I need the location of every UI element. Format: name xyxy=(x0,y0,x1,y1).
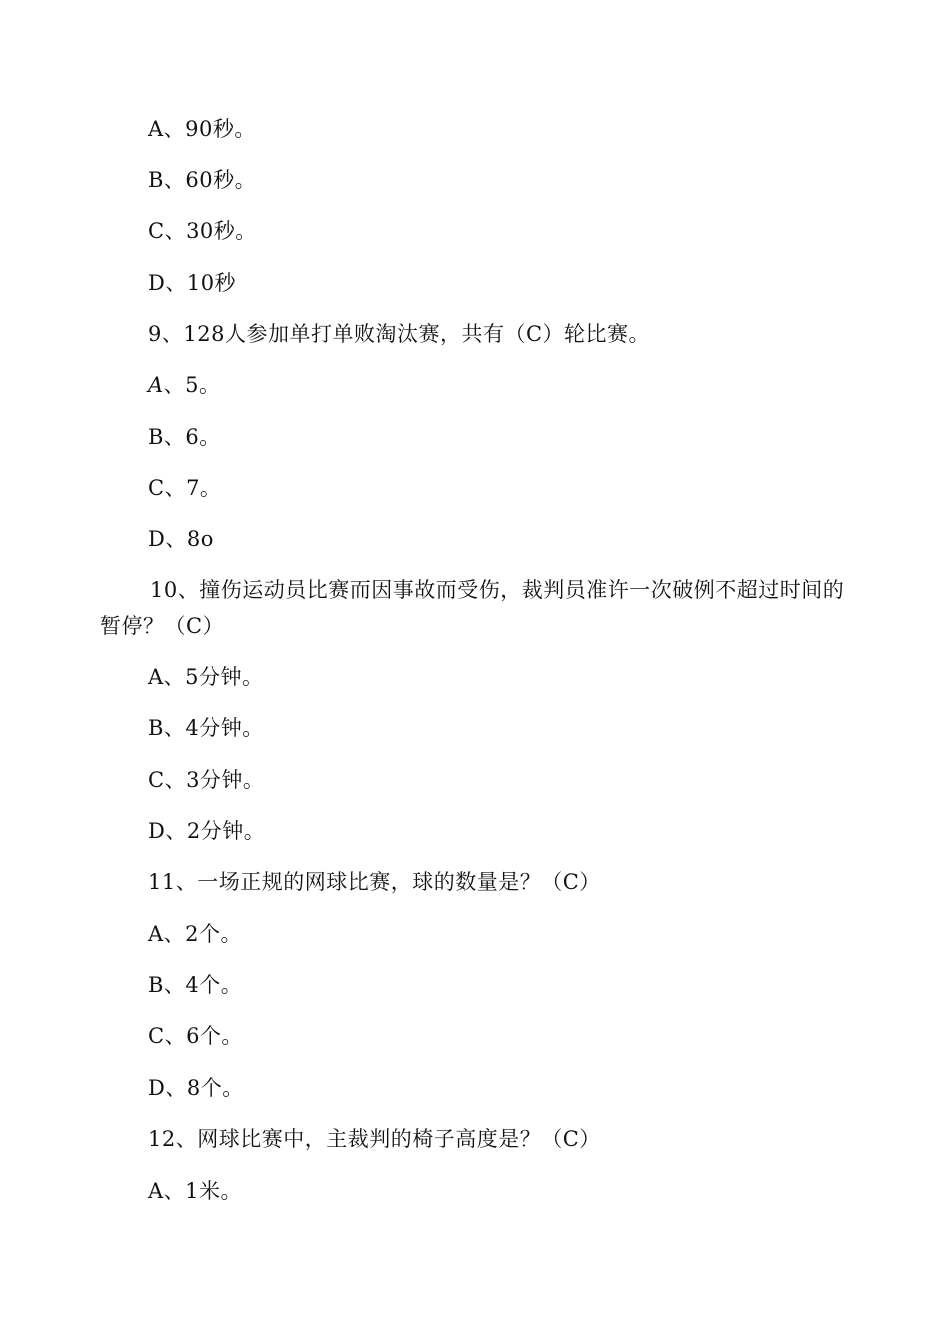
option-d-8-balls: D、8个。 xyxy=(148,1076,244,1100)
question-10: 10、撞伤运动员比赛而因事故而受伤，裁判员准许一次破例不超过时间的暂停？（C） xyxy=(100,578,845,638)
option-b-4-minutes: B、4分钟。 xyxy=(148,716,264,740)
option-a-90-seconds: A、90秒。 xyxy=(148,117,256,141)
option-d-8: D、8o xyxy=(148,527,214,551)
option-letter: A xyxy=(148,373,164,397)
option-b-6: B、6。 xyxy=(148,425,221,449)
question-12: 12、网球比赛中，主裁判的椅子高度是？（C） xyxy=(148,1127,601,1151)
option-b-4-balls: B、4个。 xyxy=(148,973,243,997)
option-a-1-meter: A、1米。 xyxy=(148,1179,243,1203)
option-value: 、5。 xyxy=(163,373,221,397)
option-a-2-balls: A、2个。 xyxy=(148,922,243,946)
option-c-7: C、7。 xyxy=(148,476,222,500)
option-c-3-minutes: C、3分钟。 xyxy=(148,768,265,792)
option-b-60-seconds: B、60秒。 xyxy=(148,168,257,192)
option-d-10-seconds: D、10秒 xyxy=(148,271,237,295)
option-d-2-minutes: D、2分钟。 xyxy=(148,819,266,843)
option-c-30-seconds: C、30秒。 xyxy=(148,219,257,243)
question-9: 9、128人参加单打单败淘汰赛，共有（C）轮比赛。 xyxy=(148,322,651,346)
option-a-5 xyxy=(148,370,221,400)
option-a-5-minutes: A、5分钟。 xyxy=(148,665,264,689)
question-11: 11、一场正规的网球比赛，球的数量是？（C） xyxy=(148,870,601,894)
option-c-6-balls: C、6个。 xyxy=(148,1024,243,1048)
